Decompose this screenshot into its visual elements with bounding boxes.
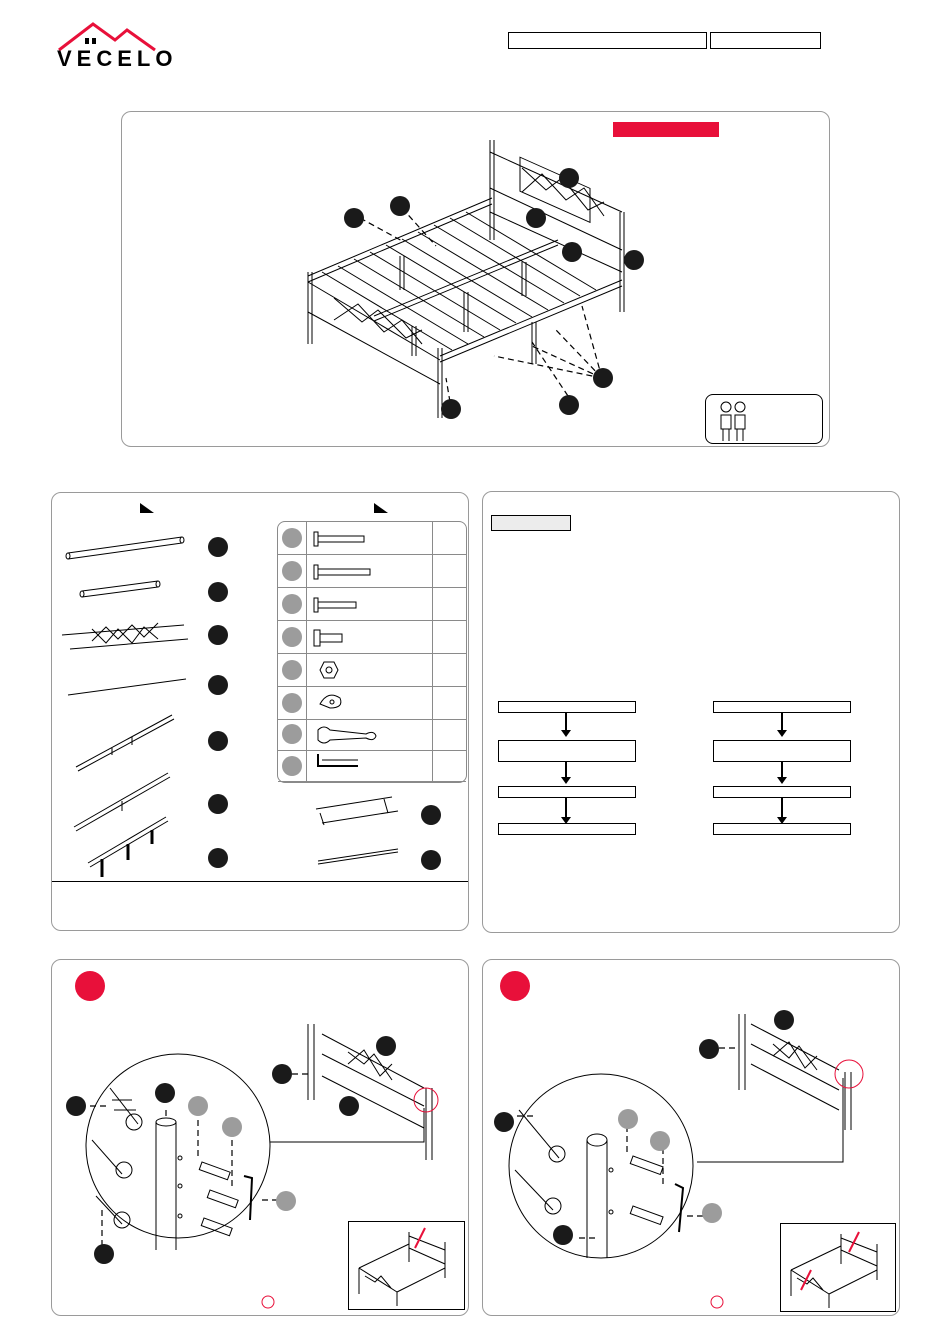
part-tag-i	[421, 850, 441, 870]
hardware-tag-step2-b	[650, 1131, 670, 1151]
part-tag-step1-c	[94, 1244, 114, 1264]
part-tag-overview-2	[390, 196, 410, 216]
part-tag-overview-5	[562, 242, 582, 262]
part-tag-step1-f	[339, 1096, 359, 1116]
part-tag-overview-4	[526, 208, 546, 228]
hardware-table	[277, 521, 467, 783]
step-1-inset-drawing	[349, 1222, 464, 1309]
flow-right-step-4	[713, 823, 851, 835]
hardware-tag-step2-a	[618, 1109, 638, 1129]
part-tag-step1-e	[376, 1036, 396, 1056]
part-tag-g	[208, 848, 228, 868]
parts-list	[51, 492, 469, 931]
part-tag-step2-d	[774, 1010, 794, 1030]
part-tag-e	[208, 731, 228, 751]
note-heading-box	[491, 515, 571, 531]
part-tag-h	[421, 805, 441, 825]
part-tag-step1-d	[272, 1064, 292, 1084]
instructions-flow	[482, 491, 900, 933]
hardware-tag-step1-a	[188, 1096, 208, 1116]
part-tag-step2-a	[494, 1112, 514, 1132]
flow-right-step-2	[713, 740, 851, 762]
part-tag-step2-b	[553, 1225, 573, 1245]
part-tag-overview-8	[559, 395, 579, 415]
part-tag-a	[208, 537, 228, 557]
hardware-drawings	[278, 522, 466, 782]
part-tag-step1-b	[155, 1083, 175, 1103]
part-tag-overview-9	[441, 399, 461, 419]
bolt-short-icon	[314, 598, 318, 612]
flow-left-step-1	[498, 701, 636, 713]
flow-left-step-3	[498, 786, 636, 798]
bolt-long-icon	[314, 532, 318, 546]
flow-left-step-4	[498, 823, 636, 835]
step-2-inset-drawing	[781, 1224, 895, 1311]
part-tag-step2-c	[699, 1039, 719, 1059]
bolt-medium-icon	[314, 565, 318, 579]
flow-left-step-2	[498, 740, 636, 762]
parts-flag-icon-right	[374, 503, 394, 515]
part-tag-d	[208, 675, 228, 695]
vecelo-logo	[55, 20, 195, 70]
flow-right-arrow-1	[781, 713, 783, 731]
header-field-model	[508, 32, 707, 49]
flow-right-arrow-3	[781, 798, 783, 818]
flow-left-arrow-1	[565, 713, 567, 731]
header-field-page	[710, 32, 821, 49]
hardware-tag-step1-b	[222, 1117, 242, 1137]
part-tag-overview-1	[559, 168, 579, 188]
part-tag-f	[208, 794, 228, 814]
wrench-icon	[318, 727, 376, 743]
assembled-bed-overview	[121, 111, 830, 447]
step-2-inset-overview	[780, 1223, 896, 1312]
part-tag-step1-a	[66, 1096, 86, 1116]
flow-right-step-3	[713, 786, 851, 798]
step-1-inset-overview	[348, 1221, 465, 1310]
step-1	[51, 959, 469, 1316]
bolt-stub-icon	[314, 630, 320, 646]
flow-left-arrow-2	[565, 762, 567, 778]
chimney-icon	[85, 38, 89, 44]
part-tag-b	[208, 582, 228, 602]
two-person-icon	[716, 399, 756, 443]
step-2	[482, 959, 900, 1316]
parts-footer-divider	[52, 881, 468, 882]
part-tag-overview-6	[624, 250, 644, 270]
parts-drawings	[52, 493, 312, 873]
flow-right-arrow-2	[781, 762, 783, 778]
brand-name: VECELO	[57, 46, 178, 71]
flow-right-step-1	[713, 701, 851, 713]
hardware-tag-step2-c	[702, 1203, 722, 1223]
part-tag-c	[208, 625, 228, 645]
flow-left-arrow-3	[565, 798, 567, 818]
nut-icon	[320, 662, 338, 678]
part-tag-overview-7	[593, 368, 613, 388]
hardware-tag-step1-c	[276, 1191, 296, 1211]
two-person-box	[705, 394, 823, 444]
part-tag-overview-3	[344, 208, 364, 228]
